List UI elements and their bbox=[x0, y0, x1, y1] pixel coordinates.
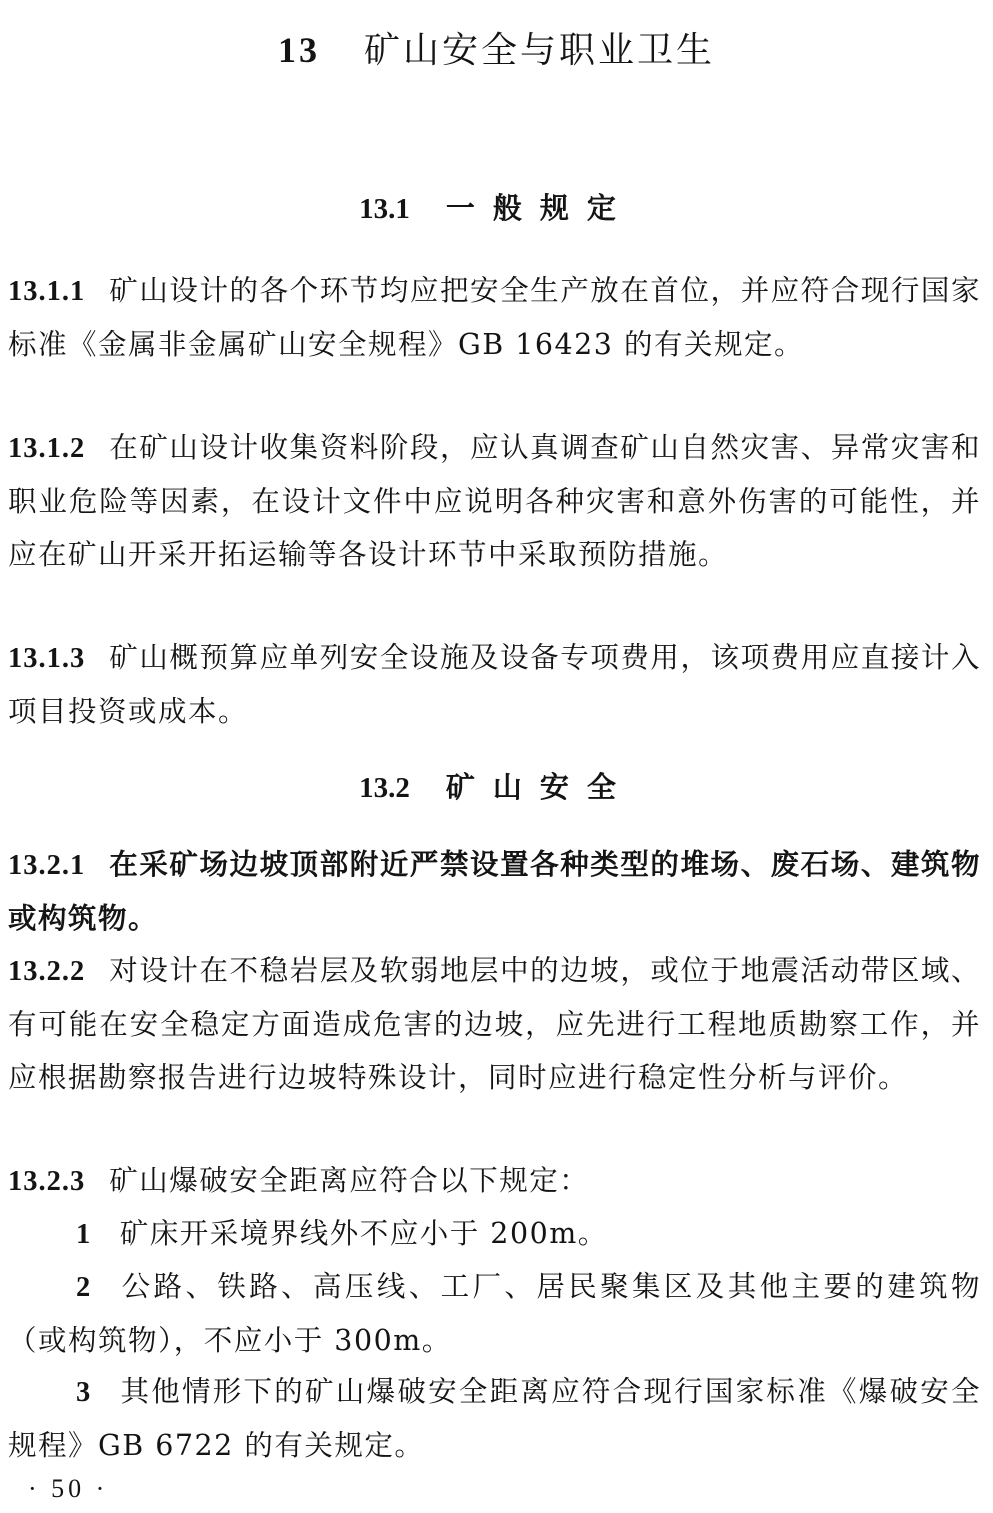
page-number: · 50 · bbox=[28, 1474, 109, 1503]
section-number: 13.1 bbox=[359, 193, 410, 225]
clause-text: 矿山爆破安全距离应符合以下规定： bbox=[109, 1164, 590, 1197]
clause-text: 在采矿场边坡顶部附近严禁设置各种类型的堆场、废石场、建筑物或构筑物。 bbox=[8, 847, 981, 935]
clause bbox=[8, 944, 981, 1104]
clause-number: 13.1.1 bbox=[8, 276, 86, 307]
clause-text: 在矿山设计收集资料阶段，应认真调查矿山自然灾害、异常灾害和职业危险等因素，在设计文件中应说明各种灾害和意外伤害的可能性，并应在矿山开采开拓运输等各设计环节中采取预防措施。 bbox=[8, 431, 981, 571]
section-heading bbox=[0, 765, 993, 810]
section-title-text: 一般规定 bbox=[445, 191, 634, 225]
chapter-number: 13 bbox=[277, 30, 320, 70]
clause-number: 13.1.2 bbox=[8, 433, 86, 464]
item-number: 2 bbox=[76, 1272, 92, 1303]
item-text: 矿床开采境界线外不应小于 200m。 bbox=[119, 1217, 608, 1250]
clause bbox=[8, 1154, 981, 1208]
clause-number: 13.2.3 bbox=[8, 1166, 86, 1197]
chapter-title bbox=[0, 20, 993, 81]
list-item bbox=[8, 1260, 981, 1367]
item-number: 3 bbox=[76, 1377, 92, 1408]
item-text: 其他情形下的矿山爆破安全距离应符合现行国家标准《爆破安全规程》GB 6722 的有关规定。 bbox=[8, 1375, 981, 1462]
clause bbox=[8, 631, 981, 738]
clause-text: 对设计在不稳岩层及软弱地层中的边坡，或位于地震活动带区域、有可能在安全稳定方面造成危害的边坡，应先进行工程地质勘察工作，并应根据勘察报告进行边坡特殊设计，同时应进行稳定性分析与评价。 bbox=[8, 954, 981, 1094]
clause-mandatory bbox=[8, 838, 981, 945]
item-number: 1 bbox=[76, 1219, 92, 1250]
chapter-title-text: 矿山安全与职业卫生 bbox=[363, 30, 715, 71]
list-item bbox=[8, 1365, 981, 1472]
clause-text: 矿山设计的各个环节均应把安全生产放在首位，并应符合现行国家标准《金属非金属矿山安全规程》GB 16423 的有关规定。 bbox=[8, 274, 981, 361]
item-text: 公路、铁路、高压线、工厂、居民聚集区及其他主要的建筑物（或构筑物），不应小于 300m。 bbox=[8, 1270, 981, 1357]
clause-number: 13.2.2 bbox=[8, 956, 86, 987]
section-title-text: 矿山安全 bbox=[445, 770, 634, 804]
clause-number: 13.2.1 bbox=[8, 850, 86, 881]
clause bbox=[8, 264, 981, 371]
section-number: 13.2 bbox=[359, 772, 410, 804]
list-item bbox=[8, 1207, 981, 1261]
section-heading bbox=[0, 186, 993, 231]
clause-number: 13.1.3 bbox=[8, 643, 86, 674]
clause bbox=[8, 421, 981, 581]
clause-text: 矿山概预算应单列安全设施及设备专项费用，该项费用应直接计入项目投资或成本。 bbox=[8, 641, 981, 728]
